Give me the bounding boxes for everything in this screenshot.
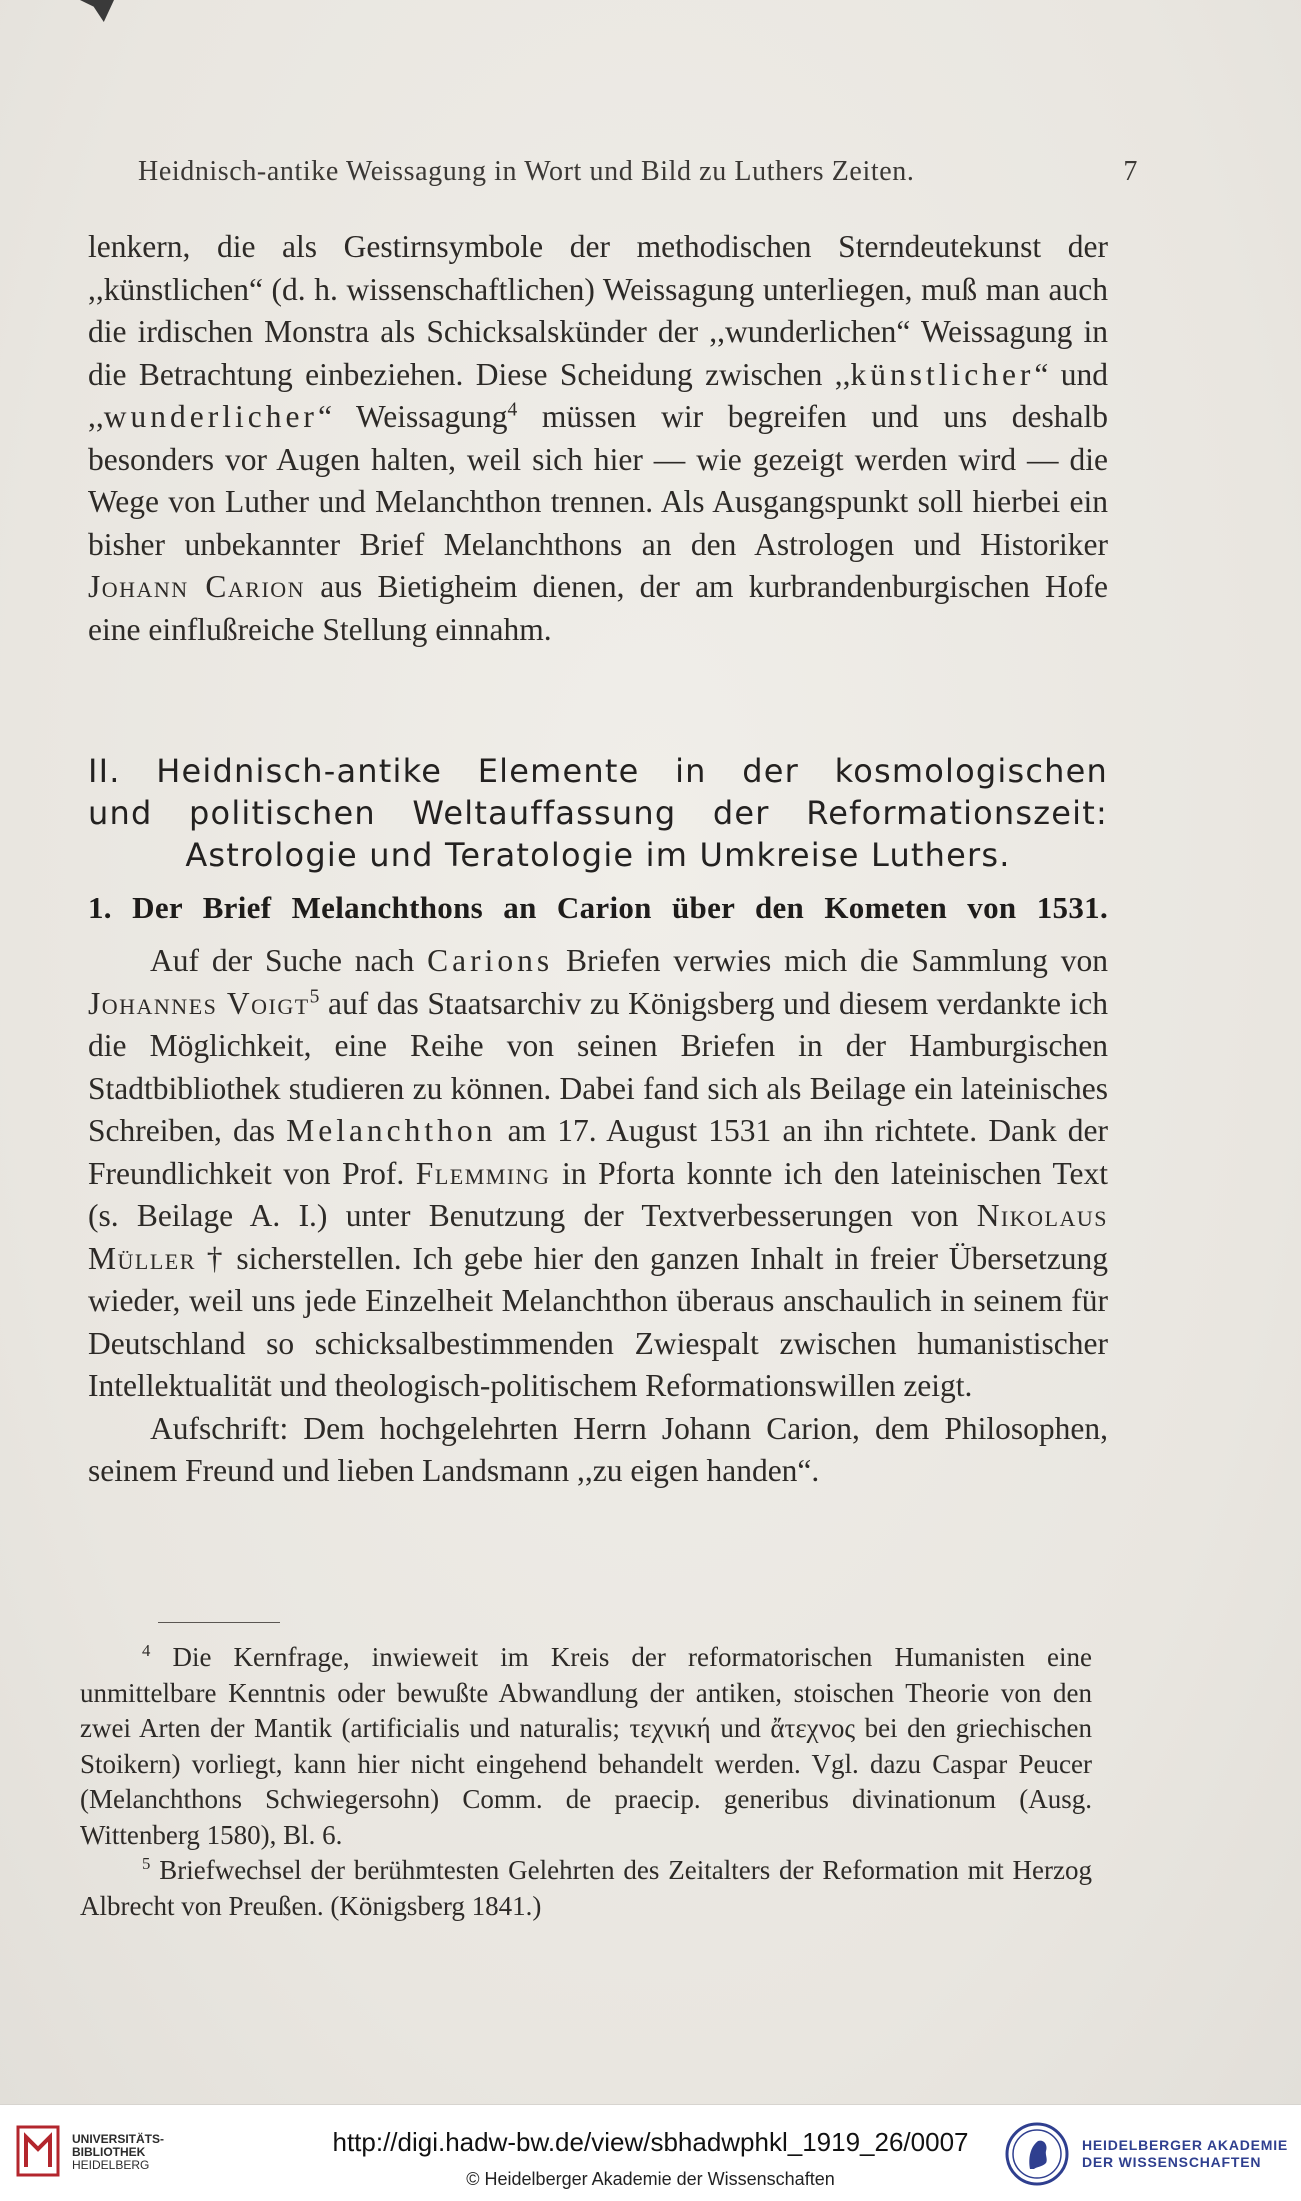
academy-name-line: HEIDELBERGER AKADEMIE — [1082, 2137, 1289, 2153]
person-name: Johannes Voigt — [88, 985, 310, 1021]
spaced-term: wunderlicher — [103, 399, 318, 434]
footnote-4 — [80, 1640, 1092, 1853]
section-heading-line: Astrologie und Teratologie im Umkreise Luthers. — [185, 836, 1011, 874]
library-name-line: UNIVERSITÄTS- — [72, 2132, 165, 2146]
spaced-term: Carions — [427, 943, 554, 978]
text-run: auf das Staatsarchiv zu Königsberg und diesem verdankte ich die Möglichkeit, eine Reihe von seinen Briefen in der Hamburgischen Stadtbibliothek studieren zu können. Dabei fand sich als Beilage ein lateinisches Schreiben, das — [88, 985, 1108, 1148]
person-name: Nikolaus Müller — [88, 1198, 1108, 1276]
text-run: “ und ,, — [88, 356, 1108, 434]
text-run: “ Weissagung — [317, 399, 508, 434]
section-heading-line: und politischen Weltauffassung der Reformationszeit: — [88, 794, 1108, 832]
copyright-notice: © Heidelberger Akademie der Wissenschaften — [466, 2169, 835, 2189]
footnote-ref-4[interactable]: 4 — [507, 399, 518, 421]
footnote-mark: 4 — [142, 1641, 151, 1660]
text-run: † sicherstellen. Ich gebe hier den ganzen Inhalt in freier Übersetzung wieder, weil uns jede Einzelheit Melanchthon überaus anschaulich in seinem für Deutschland so schicksalbestimmenden Zwiespalt zwischen humanistischer Intellektualität und theologisch-politischem Reformationswillen zeigt. — [88, 1240, 1108, 1403]
text-run: am 17. August 1531 an ihn richtete. Dank der Freundlichkeit von Prof. — [88, 1113, 1108, 1191]
spaced-term: Melanchthon — [286, 1113, 497, 1148]
page-number: 7 — [1123, 156, 1138, 187]
intro-paragraph — [88, 226, 1108, 651]
text-run: und — [710, 1713, 771, 1743]
running-head-title: Heidnisch-antike Weissagung in Wort und Bild zu Luthers Zeiten. — [138, 156, 915, 187]
text-run: bei den griechischen Stoikern) vorliegt, kann hier nicht eingehend behandelt werden. Vgl. dazu Caspar Peucer (Melanchthons Schwiegersohn) Comm. de praecip. generibus divinationum (Ausg. Wittenberg 1580), Bl. 6. — [80, 1713, 1093, 1850]
footnote-ref-5[interactable]: 5 — [309, 986, 320, 1007]
academy-name[interactable] — [1082, 2137, 1288, 2171]
text-run: Die Kernfrage, inwieweit im Kreis der reformatorischen Humanisten eine unmittelbare Kenntnis oder bewußte Abwandlung der antiken, stoischen Theorie von den zwei Arten der Mantik (artificialis und naturalis; — [80, 1642, 1092, 1743]
text-run: Auf der Suche nach — [150, 943, 428, 978]
subsection-heading: 1. Der Brief Melanchthons an Carion über den Kometen von 1531. — [88, 890, 1108, 925]
academy-seal-icon[interactable] — [1004, 2121, 1070, 2187]
text-run: in Pforta konnte ich den lateinischen Text (s. Beilage A. I.) unter Benutzung der Textverbesserungen von — [88, 1155, 1108, 1233]
person-name: Johann Carion — [88, 569, 306, 604]
library-name-line: BIBLIOTHEK — [72, 2145, 146, 2159]
spaced-term: künstlicher — [850, 356, 1035, 392]
permalink-url[interactable]: http://digi.hadw-bw.de/view/sbhadwphkl_1919_26/0007 — [332, 2127, 969, 2157]
text-run: Briefwechsel der berühmtesten Gelehrten des Zeitalters der Reformation mit Herzog Albrecht von Preußen. (Königsberg 1841.) — [80, 1855, 1092, 1921]
greek-term: ἄτεχνος — [770, 1713, 856, 1743]
library-name-line: HEIDELBERG — [72, 2158, 150, 2172]
paragraph — [88, 940, 1108, 1408]
footnote-5 — [80, 1853, 1092, 1924]
main-text — [88, 940, 1108, 1493]
text-run: lenkern, die als Gestirnsymbole der methodischen Sterndeutekunst der ,,künstlichen“ (d. h. wissenschaftlichen) Weissagung unterliegen, muß man auch die irdischen Monstra als Schicksalskünder der ,,wunderlichen“ Weissagung in die Betrachtung einbeziehen. Diese Scheidung zwischen ,, — [88, 229, 1108, 392]
text-run: Briefen verwies mich die Sammlung von — [553, 943, 1108, 978]
person-name: Flemming — [415, 1155, 551, 1191]
running-head — [138, 156, 1138, 188]
text-run: müssen wir begreifen und uns deshalb besonders vor Augen halten, weil sich hier — wie gezeigt werden wird — die Wege von Luther und Melanchthon trennen. Als Ausgangspunkt soll hierbei ein bisher unbekannter Brief Melanchthons an den Astrologen und Historiker — [88, 399, 1108, 562]
scan-corner-mark — [80, 0, 114, 22]
section-heading — [88, 750, 1108, 876]
greek-term: τεχνική — [629, 1713, 711, 1743]
footnote-mark: 5 — [142, 1854, 151, 1873]
viewer-footer — [0, 2104, 1301, 2201]
footnote-separator — [158, 1622, 280, 1623]
footnotes — [80, 1640, 1092, 1924]
text-run: aus Bietigheim dienen, der am kurbrandenburgischen Hofe eine einflußreiche Stellung einnahm. — [88, 569, 1108, 647]
section-heading-line: II. Heidnisch-antike Elemente in der kosmologischen — [88, 752, 1108, 790]
paragraph-inscription: Aufschrift: Dem hochgelehrten Herrn Johann Carion, dem Philosophen, seinem Freund und lieben Landsmann ,,zu eigen handen“. — [88, 1410, 1108, 1488]
academy-name-line: DER WISSENSCHAFTEN — [1082, 2154, 1262, 2170]
